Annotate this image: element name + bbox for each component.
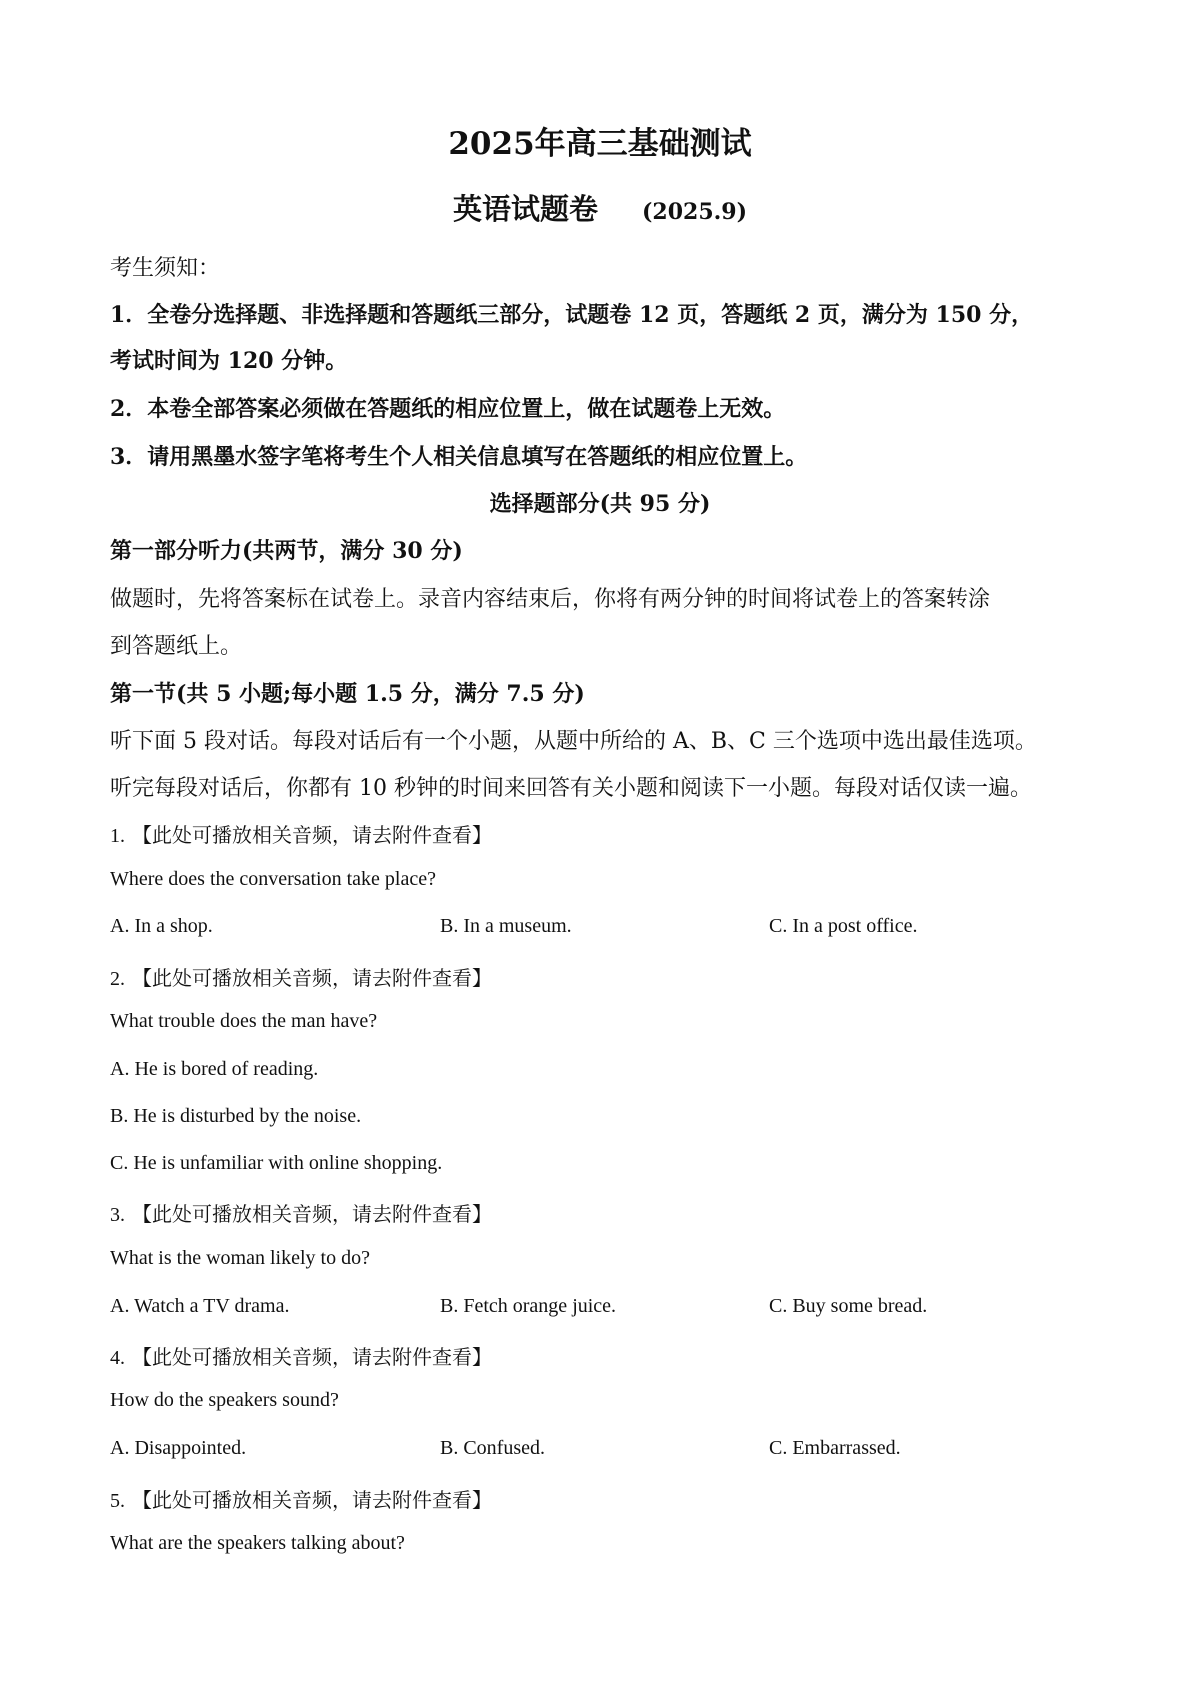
question-1-number: 1. bbox=[110, 825, 125, 847]
notice-item-1-line-2: 考试时间为 120 分钟。 bbox=[110, 348, 348, 374]
question-2-number: 2. bbox=[110, 968, 125, 990]
section1-instruction-line-1: 听下面 5 段对话。每段对话后有一个小题，从题中所给的 A、B、C 三个选项中选出最佳选项。 bbox=[110, 729, 1037, 754]
question-4-stem: How do the speakers sound? bbox=[110, 1389, 339, 1411]
question-5-stem: What are the speakers talking about? bbox=[110, 1532, 405, 1554]
question-5-audio-row bbox=[110, 1484, 492, 1513]
question-2-audio-link[interactable]: 【此处可播放相关音频，请去附件查看】 bbox=[132, 966, 492, 990]
question-4-option-a: A. Disappointed. bbox=[110, 1437, 247, 1459]
question-4-number: 4. bbox=[110, 1347, 125, 1369]
question-3-option-c: C. Buy some bread. bbox=[769, 1295, 928, 1317]
notice-item-1-line-1: 1．全卷分选择题、非选择题和答题纸三部分，试题卷 12 页，答题纸 2 页，满分为 150 分， bbox=[110, 302, 1034, 328]
part1-instruction-line-1: 做题时，先将答案标在试卷上。录音内容结束后，你将有两分钟的时间将试卷上的答案转涂 bbox=[110, 587, 991, 612]
question-4-audio-row bbox=[110, 1341, 492, 1370]
notice-item-3: 3．请用黑墨水签字笔将考生个人相关信息填写在答题纸的相应位置上。 bbox=[110, 444, 808, 470]
question-1-option-c: C. In a post office. bbox=[769, 915, 918, 937]
question-1-audio-row bbox=[110, 819, 492, 848]
question-2-option-b: B. He is disturbed by the noise. bbox=[110, 1105, 362, 1127]
question-3-number: 3. bbox=[110, 1204, 125, 1226]
question-1-stem: Where does the conversation take place? bbox=[110, 868, 436, 890]
section-heading: 选择题部分(共 95 分) bbox=[489, 491, 711, 517]
question-4-audio-link[interactable]: 【此处可播放相关音频，请去附件查看】 bbox=[132, 1345, 492, 1369]
question-2-stem: What trouble does the man have? bbox=[110, 1010, 378, 1032]
question-2-option-c: C. He is unfamiliar with online shopping. bbox=[110, 1152, 443, 1174]
question-3-stem: What is the woman likely to do? bbox=[110, 1247, 370, 1269]
question-2-audio-row bbox=[110, 962, 492, 991]
section1-instruction-line-2: 听完每段对话后，你都有 10 秒钟的时间来回答有关小题和阅读下一小题。每段对话仅读一遍。 bbox=[110, 776, 1032, 801]
question-5-number: 5. bbox=[110, 1490, 125, 1512]
exam-title: 2025年高三基础测试 bbox=[448, 126, 752, 162]
question-3-option-a: A. Watch a TV drama. bbox=[110, 1295, 290, 1317]
question-1-option-a: A. In a shop. bbox=[110, 915, 213, 937]
section1-heading: 第一节(共 5 小题;每小题 1.5 分，满分 7.5 分) bbox=[110, 681, 585, 707]
question-5-audio-link[interactable]: 【此处可播放相关音频，请去附件查看】 bbox=[132, 1488, 492, 1512]
part1-heading: 第一部分听力(共两节，满分 30 分) bbox=[110, 538, 463, 564]
question-3-option-b: B. Fetch orange juice. bbox=[440, 1295, 617, 1317]
question-3-audio-link[interactable]: 【此处可播放相关音频，请去附件查看】 bbox=[132, 1202, 492, 1226]
exam-subtitle: 英语试题卷 bbox=[452, 192, 598, 226]
question-2-option-a: A. He is bored of reading. bbox=[110, 1058, 319, 1080]
notice-item-2: 2．本卷全部答案必须做在答题纸的相应位置上，做在试题卷上无效。 bbox=[110, 396, 786, 422]
question-1-option-b: B. In a museum. bbox=[440, 915, 572, 937]
part1-instruction-line-2: 到答题纸上。 bbox=[110, 634, 243, 659]
question-4-option-c: C. Embarrassed. bbox=[769, 1437, 901, 1459]
exam-date: (2025.9) bbox=[642, 199, 748, 225]
question-4-option-b: B. Confused. bbox=[440, 1437, 545, 1459]
exam-subtitle-row bbox=[0, 187, 1200, 228]
question-1-audio-link[interactable]: 【此处可播放相关音频，请去附件查看】 bbox=[132, 823, 492, 847]
question-3-audio-row bbox=[110, 1198, 492, 1227]
notice-heading: 考生须知： bbox=[110, 256, 221, 281]
